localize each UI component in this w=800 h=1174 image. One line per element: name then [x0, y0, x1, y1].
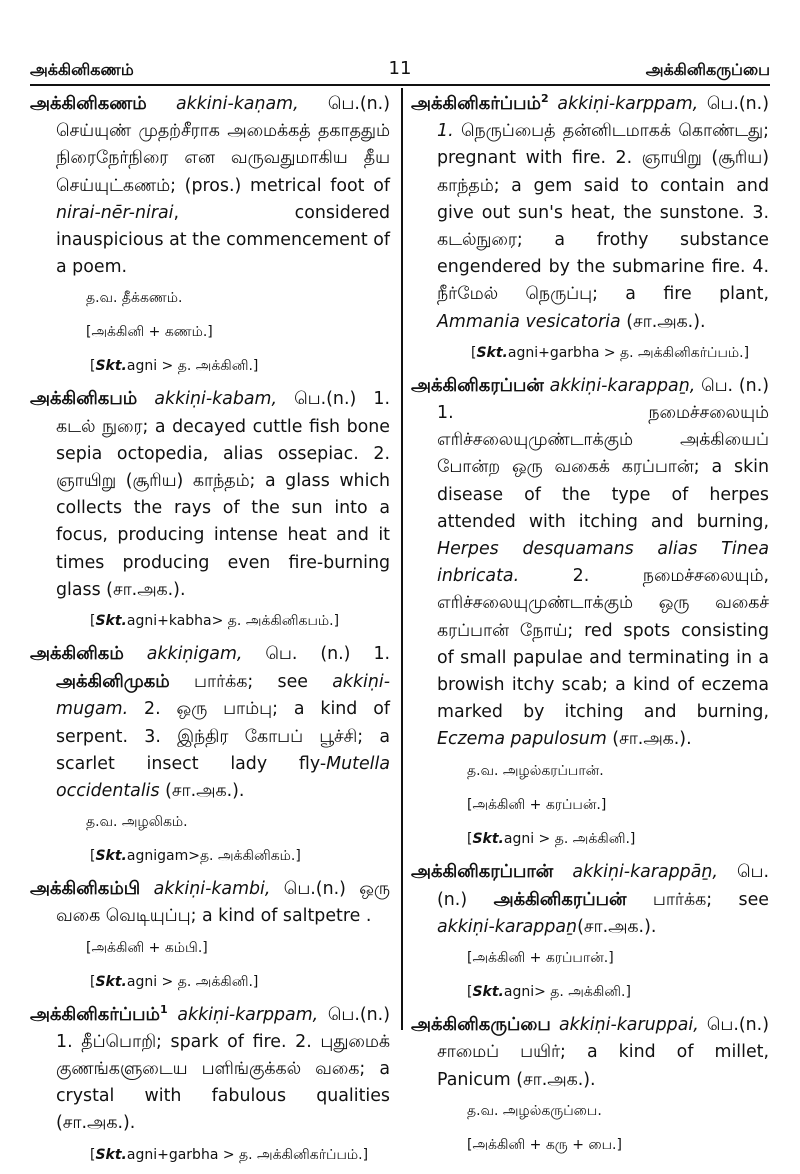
running-header	[30, 58, 770, 82]
cross-reference-label: பார்க்க; see	[652, 889, 770, 910]
left-column	[30, 90, 390, 1174]
headword: அக்கினிகம்	[30, 643, 124, 665]
sense-number: 1.	[437, 121, 454, 142]
entry-body	[30, 385, 390, 604]
sanskrit-etymology: [Skt.agni+garbha > த. அக்கினிகர்ப்பம்.]	[471, 344, 750, 361]
headword: அக்கினிகணம்	[30, 93, 147, 114]
transliteration: akkiṇi-kabam,	[154, 389, 277, 410]
definition: சாமைப் பயிர்; a kind of millet, Panicum (சா.அக.).	[437, 1042, 769, 1090]
etymology: [அக்கினி + கரப்பான்.]	[467, 950, 614, 967]
entry-body	[411, 1011, 769, 1094]
species-name: Ammania vesicatoria	[437, 311, 621, 332]
sanskrit-etymology: [Skt.agni> த. அக்கினி.]	[467, 984, 631, 1001]
cross-reference-label: பார்க்க; see	[194, 672, 308, 693]
skt-derivation: agni > த. அக்கினி.]	[126, 973, 259, 990]
part-of-speech: பெ.(n.)	[706, 1015, 769, 1036]
skt-derivation: agni+garbha > த. அக்கினிகர்ப்பம்.]	[126, 1146, 369, 1163]
transliteration: akkiṇi-karppam,	[177, 1004, 319, 1025]
headword: அக்கினிகருப்பை	[411, 1014, 551, 1036]
sanskrit-etymology: [Skt.agni+garbha > த. அக்கினிகர்ப்பம்.]	[90, 1146, 369, 1163]
header-left-guideword: அக்கினிகணம்	[30, 60, 134, 79]
entry-body	[411, 90, 769, 336]
transliteration: akkiṇi-karppam,	[557, 94, 699, 114]
source-abbrev: (சா.அக.).	[165, 781, 245, 802]
entry-akkini-karappaan	[411, 858, 769, 1010]
entry-body	[30, 875, 390, 930]
definition-italic: nirai-nēr-nirai	[56, 202, 174, 223]
definition: 1. கடல் நுரை; a decayed cuttle fish bone sepia octopedia, alias ossepiac. 2. ஞாயிறு (சூரிய) காந்தம்; a glass which collects the rays of the sun into a focus, producing intense heat and it times producing even fire-burning glass (சா.அக.).	[56, 389, 390, 600]
skt-derivation: agni> த. அக்கினி.]	[503, 984, 631, 1001]
source-abbrev: (சா.அக.).	[612, 729, 692, 750]
skt-label: Skt.	[472, 830, 504, 847]
part-of-speech: பெ. (n.)	[265, 644, 351, 665]
skt-label: Skt.	[95, 973, 127, 990]
definition: 1. தீப்பொறி; spark of fire. 2. புதுமைக் குணங்களுடைய பளிங்குக்கல் வகை; a crystal with fabulous qualities (சா.அக.).	[56, 1031, 390, 1134]
homograph-number: 1	[160, 1002, 168, 1016]
etymology: [அக்கினி + கரு + பை.]	[467, 1136, 622, 1153]
entry-akkini-karuppai	[411, 1011, 769, 1162]
part-of-speech: பெ.(n.)	[294, 389, 357, 410]
tamil-word-note: த.வ. அழல்கருப்பை.	[467, 1102, 602, 1119]
skt-label: Skt.	[95, 613, 127, 630]
cross-reference-transliteration: akkiṇi-mugam.	[56, 672, 390, 720]
species-name: Mutella occidentalis	[56, 753, 390, 802]
skt-label: Skt.	[95, 358, 127, 375]
cross-reference-transliteration: akkiṇi-karappaṉ	[437, 917, 578, 938]
part-of-speech: பெ.(n.)	[327, 94, 390, 114]
entry-akkini-karppam-2	[411, 90, 769, 370]
definition: 2. ஒரு பாம்பு; a kind of serpent. 3. இந்திர கோபப் பூச்சி; a scarlet insect lady fly-	[56, 699, 391, 774]
entry-akkini-karppam-1	[30, 1001, 390, 1172]
source-abbrev: (சா.அக.).	[626, 311, 706, 332]
part-of-speech: பெ. (n.)	[437, 861, 769, 910]
skt-derivation: agni+garbha > த. அக்கினிகர்ப்பம்.]	[507, 344, 750, 361]
entry-akkini-kabam	[30, 385, 390, 638]
tamil-word-note: த.வ. அழலிகம்.	[86, 814, 188, 831]
skt-label: Skt.	[472, 984, 504, 1001]
part-of-speech: பெ.(n.)	[706, 94, 769, 114]
transliteration: akkiṇi-kambi,	[153, 879, 271, 900]
right-column	[411, 90, 769, 1164]
header-right-guideword: அக்கினிகருப்பை	[645, 60, 770, 79]
etymology: [அக்கினி + கரப்பன்.]	[467, 796, 607, 813]
column-divider	[401, 88, 403, 1030]
definition: நெருப்பைத் தன்னிடமாகக் கொண்டது; pregnant with fire. 2. ஞாயிறு (சூரிய) காந்தம்; a gem said to contain and give out sun's heat, the sunstone. 3. கடல்நுரை; a frothy substance engendered by the submarine fire. 4. நீர்மேல் நெருப்பு; a fire plant,	[437, 121, 769, 305]
definition: 1. நமைச்சலையும் எரிச்சலையுமுண்டாக்கும் அக்கியைப் போன்ற ஒரு வகைக் கரப்பான்; a skin disease of the type of herpes attended with itching and burning,	[437, 403, 769, 532]
skt-label: Skt.	[476, 344, 508, 361]
species-name: Herpes desquamans alias Tinea inbricata.	[437, 539, 769, 587]
entry-body	[411, 372, 769, 754]
part-of-speech: பெ.(n.)	[327, 1004, 390, 1025]
sanskrit-etymology: [Skt.agni > த. அக்கினி.]	[90, 973, 259, 990]
tamil-word-note: த.வ. அழல்கரப்பான்.	[467, 762, 604, 779]
tamil-word-note: த.வ. தீக்கணம்.	[86, 290, 183, 307]
entry-akkini-kambi	[30, 875, 390, 998]
headword: அக்கினிகபம்	[30, 388, 138, 410]
sanskrit-etymology: [Skt.agni > த. அக்கினி.]	[467, 830, 636, 847]
cross-reference-headword: அக்கினிகரப்பன்	[493, 888, 627, 910]
homograph-number: 2	[541, 92, 549, 105]
definition: ஒரு வகை வெடியுப்பு; a kind of saltpetre .	[56, 879, 390, 927]
entry-body	[30, 1001, 390, 1138]
definition-2: 2. நமைச்சலையும், எரிச்சலையுமுண்டாக்கும் ஒரு வகைச் கரப்பான் நோய்; red spots consisting of small papulae and terminating in a browish itchy scab; a kind of eczema marked by itching and burning,	[437, 566, 769, 723]
entry-akkini-karappan	[411, 372, 769, 856]
entry-akkinigam	[30, 640, 390, 873]
etymology: [அக்கினி + கணம்.]	[86, 324, 213, 341]
skt-derivation: agni+kabha> த. அக்கினிகபம்.]	[126, 613, 340, 630]
transliteration: akkini-kaṇam,	[175, 94, 299, 114]
transliteration: akkiṇigam,	[146, 644, 243, 665]
cross-reference-headword: அக்கினிமுகம்	[56, 671, 170, 693]
entry-body	[411, 858, 769, 942]
transliteration: akkiṇi-karappāṉ,	[572, 861, 718, 882]
part-of-speech: பெ.(n.)	[283, 879, 346, 900]
skt-derivation: agnigam>த. அக்கினிகம்.]	[126, 848, 301, 865]
entry-body	[30, 90, 390, 281]
definition-end: , considered inauspicious at the commencement of a poem.	[56, 202, 391, 278]
definition: செய்யுண் முதற்சீராக அமைக்கத் தகாததும் நிரைநேர்நிரை என வருவதுமாகிய தீய செய்யுட்கணம்; (pros.) metrical foot of	[56, 121, 390, 196]
skt-derivation: agni > த. அக்கினி.]	[503, 830, 636, 847]
species-name-2: Eczema papulosum	[437, 729, 607, 750]
skt-label: Skt.	[95, 1146, 127, 1163]
sanskrit-etymology: [Skt.agnigam>த. அக்கினிகம்.]	[90, 848, 301, 865]
transliteration: akkiṇi-karappaṉ,	[549, 375, 696, 396]
headword: அக்கினிகர்ப்பம்$^2$	[411, 92, 549, 114]
skt-derivation: agni > த. அக்கினி.]	[126, 358, 259, 375]
source-abbrev: (சா.அக.).	[577, 917, 657, 938]
headword: அக்கினிகரப்பான்	[411, 860, 554, 882]
sense-number: 1.	[373, 644, 391, 665]
entry-akkini-kanam	[30, 90, 390, 383]
transliteration: akkiṇi-karuppai,	[558, 1015, 699, 1036]
etymology: [அக்கினி + கம்பி.]	[86, 939, 208, 956]
sanskrit-etymology: [Skt.agni > த. அக்கினி.]	[90, 358, 259, 375]
skt-label: Skt.	[95, 848, 127, 865]
part-of-speech: பெ. (n.)	[701, 375, 770, 396]
page-number: 11	[388, 58, 412, 79]
headword: அக்கினிகர்ப்பம்$^1$	[30, 1002, 168, 1025]
sanskrit-etymology: [Skt.agni+kabha> த. அக்கினிகபம்.]	[90, 613, 340, 630]
headword: அக்கினிகரப்பன்	[411, 374, 544, 396]
entry-body	[30, 640, 390, 805]
headword: அக்கினிகம்பி	[30, 878, 141, 900]
header-rule	[30, 84, 770, 86]
